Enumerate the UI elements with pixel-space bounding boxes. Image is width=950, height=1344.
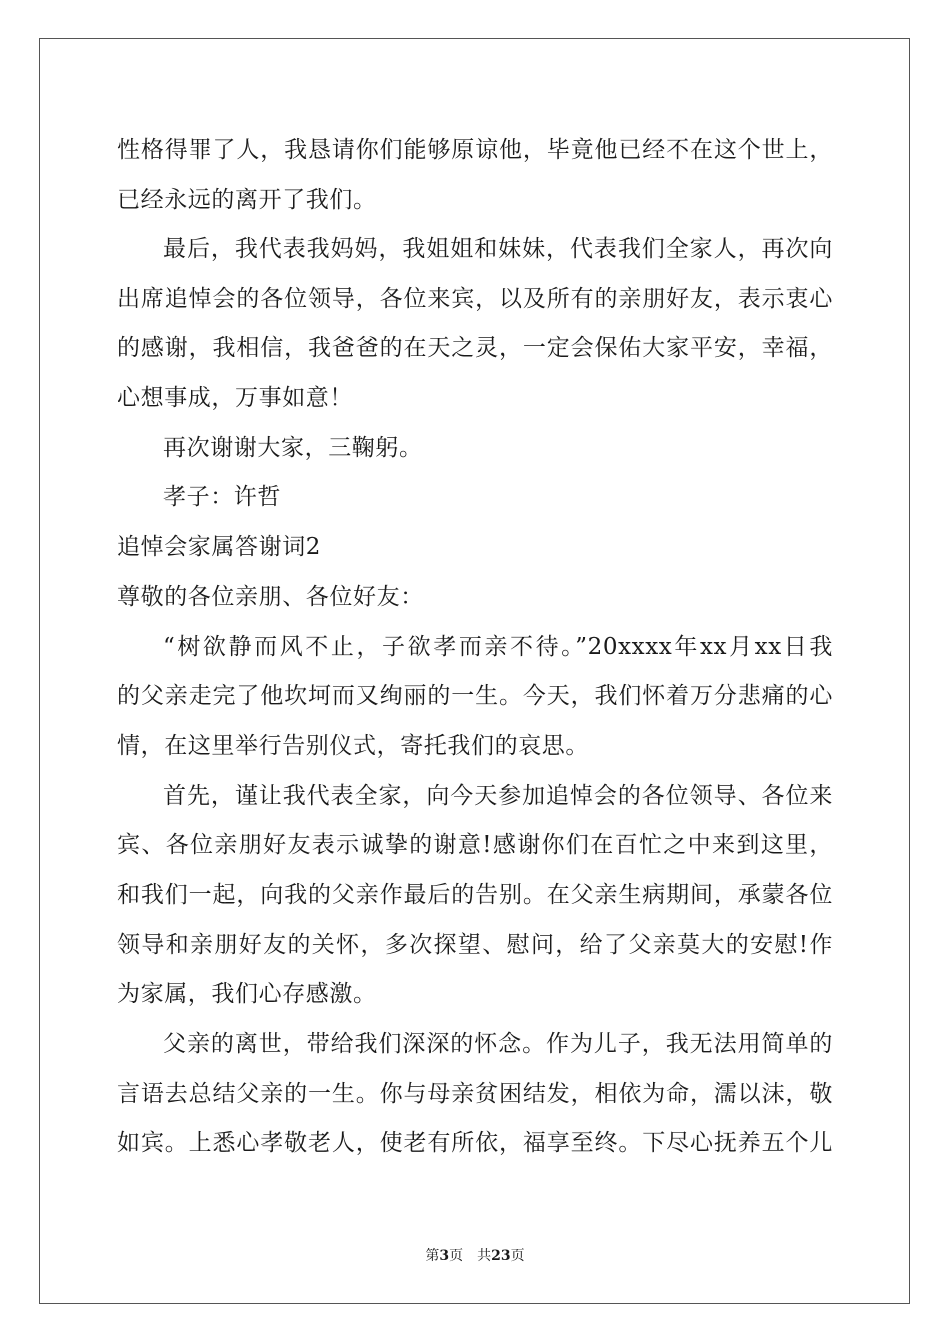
text-line: 孝子：许哲 [163,484,281,510]
page-prefix: 第 [425,1248,440,1264]
text-line: 言语去总结父亲的一生。你与母亲贫困结发，相依为命，濡以沫，敬 [117,1081,833,1107]
text-line: 领导和亲朋好友的关怀，多次探望、慰问，给了父亲莫大的安慰!作 [117,932,833,958]
text-line: 心想事成，万事如意！ [117,385,353,411]
total-pages: 23 [491,1248,511,1264]
text-line: 性格得罪了人，我恳请你们能够原谅他，毕竟他已经不在这个世上， [117,137,833,163]
page-number: 3 [439,1248,450,1264]
text-line: 出席追悼会的各位领导，各位来宾，以及所有的亲朋好友，表示衷心 [117,286,833,312]
text-line: 首先，谨让我代表全家，向今天参加追悼会的各位领导、各位来 [163,783,833,809]
section-heading: 追悼会家属答谢词2 [117,534,322,560]
page-suffix: 页 [449,1248,464,1264]
text-line: 再次谢谢大家，三鞠躬。 [163,435,423,461]
text-line: 宾、各位亲朋好友表示诚挚的谢意!感谢你们在百忙之中来到这里， [117,832,833,858]
text-line: 已经永远的离开了我们。 [117,187,377,213]
text-line: 情，在这里举行告别仪式，寄托我们的哀思。 [117,733,589,759]
text-line: 如宾。上悉心孝敬老人，使老有所依，福享至终。下尽心抚养五个儿 [117,1130,833,1156]
text-line: 父亲的离世，带给我们深深的怀念。作为儿子，我无法用简单的 [163,1031,833,1057]
text-line: 的感谢，我相信，我爸爸的在天之灵，一定会保佑大家平安，幸福， [117,335,833,361]
text-line: 为家属，我们心存感激。 [117,981,377,1007]
text-line: “树欲静而风不止，子欲孝而亲不待。”20xxxx年xx月xx日我 [163,634,833,660]
salutation: 尊敬的各位亲朋、各位好友： [117,584,424,610]
text-line: 的父亲走完了他坎坷而又绚丽的一生。今天，我们怀着万分悲痛的心 [117,683,833,709]
total-prefix: 共 [477,1248,492,1264]
page-footer [0,1247,950,1265]
text-line: 和我们一起，向我的父亲作最后的告别。在父亲生病期间，承蒙各位 [117,882,833,908]
text-line: 最后，我代表我妈妈，我姐姐和妹妹，代表我们全家人，再次向 [163,236,833,262]
page-frame [39,38,910,1304]
total-suffix: 页 [510,1248,525,1264]
